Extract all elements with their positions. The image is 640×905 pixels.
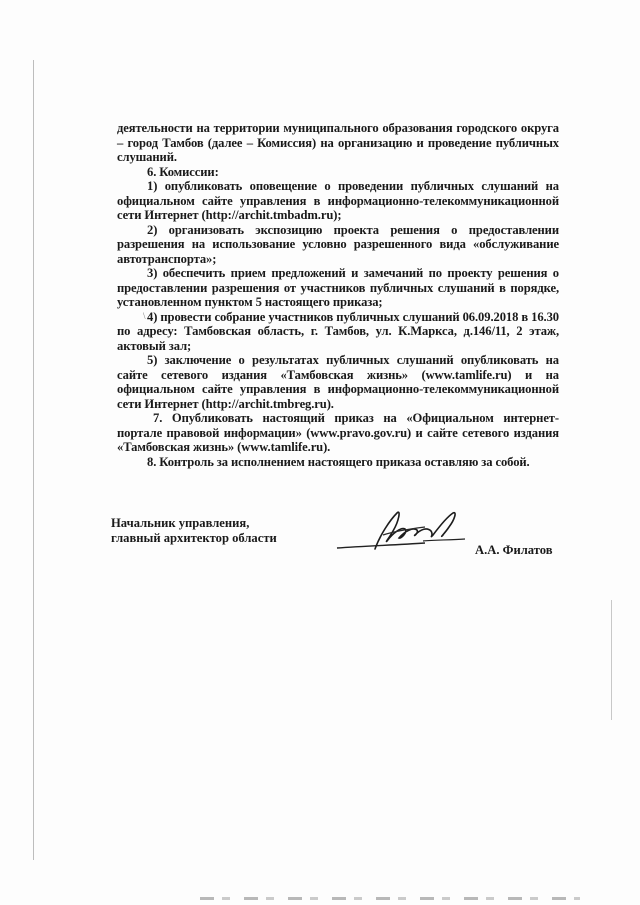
paragraph-item-6-3: 3) обеспечить прием предложений и замечаний по проекту решения о предоставлении разрешения от участников публичных слушаний в порядке, установленном пунктом 5 настоящего приказа; (117, 266, 559, 309)
scan-bottom-artifact (200, 897, 580, 900)
scan-tick-mark: \ (143, 311, 146, 321)
paragraph-commission-continued: деятельности на территории муниципального образования городского округа – город Тамбов (далее – Комиссия) на организацию и проведение публичных слушаний. (117, 121, 559, 164)
signer-position (111, 516, 277, 546)
signer-position-line-1: Начальник управления, (111, 516, 250, 530)
paragraph-item-6-1: 1) опубликовать оповещение о проведении публичных слушаний на официальном сайте управления в информационно-телекоммуникационной сети Интернет (http://archit.tmbadm.ru); (117, 179, 559, 222)
handwritten-signature (335, 505, 475, 560)
document-body (117, 121, 559, 469)
paragraph-item-8: 8. Контроль за исполнением настоящего приказа оставляю за собой. (147, 454, 530, 469)
scan-edge-line-right (611, 600, 612, 720)
scan-edge-line (33, 60, 34, 860)
paragraph-item-6: 6. Комиссии: (147, 164, 219, 179)
paragraph-item-7: 7. Опубликовать настоящий приказ на «Официальном интернет-портале правовой информации» (www.pravo.gov.ru) и сайте сетевого издания «Тамбовская жизнь» (www.tamlife.ru). (117, 411, 559, 454)
signer-position-line-2: главный архитектор области (111, 531, 277, 545)
paragraph-item-6-4: 4) провести собрание участников публичных слушаний 06.09.2018 в 16.30 по адресу: Тамбовская область, г. Тамбов, ул. К.Маркса, д.146/11, 2 этаж, актовый зал; (117, 309, 559, 353)
paragraph-item-6-2: 2) организовать экспозицию проекта решения о предоставлении разрешения на использование условно разрешенного вида «обслуживание автотранспорта»; (117, 222, 559, 266)
paragraph-item-6-5: 5) заключение о результатах публичных слушаний опубликовать на сайте сетевого издания «Тамбовская жизнь» (www.tamlife.ru) и на официальном сайте управления в информационно-телекоммуникационной сети Интернет (http://archit.tmbreg.ru). (117, 353, 559, 411)
signer-name: А.А. Филатов (475, 543, 553, 557)
